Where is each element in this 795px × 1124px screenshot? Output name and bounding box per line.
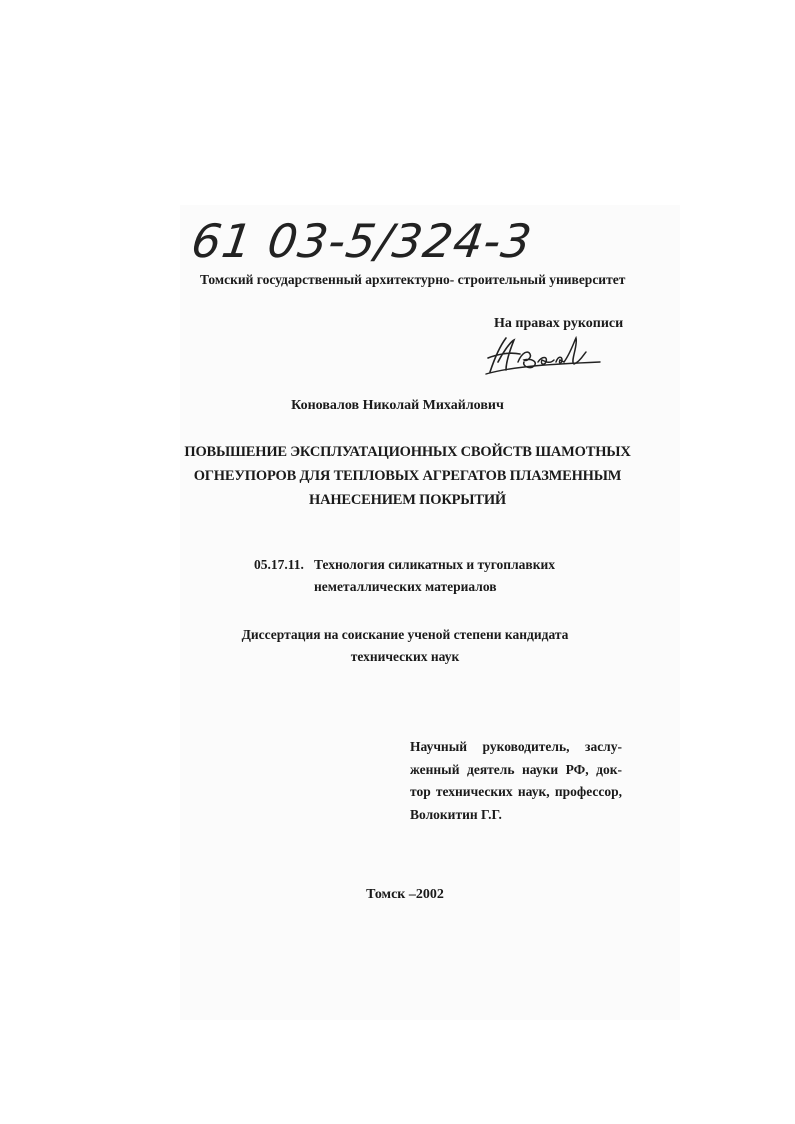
university-name: Томский государственный архитектурно- строительный университет (200, 272, 626, 287)
handwritten-archive-number: 61 03-5/324-3 (188, 214, 536, 268)
author-name: Коновалов Николай Михайлович (291, 398, 504, 413)
signature-icon (484, 332, 604, 382)
dissertation-title (0, 440, 795, 512)
title-line: НАНЕСЕНИЕМ ПОКРЫТИЙ (309, 492, 506, 508)
manuscript-rights-label: На правах рукописи (494, 316, 624, 331)
specialty-block (254, 554, 555, 598)
scientific-advisor (410, 736, 622, 826)
specialty-name-line: Технология силикатных и тугоплавких (314, 557, 555, 572)
degree-line: Диссертация на соискание ученой степени кандидата (241, 627, 569, 642)
degree-line: технических наук (350, 649, 460, 664)
advisor-line: тор технических наук, профессор, (410, 784, 622, 799)
advisor-line: женный деятель науки РФ, док- (410, 761, 622, 777)
city-year: Томск –2002 (366, 887, 444, 902)
specialty-name-line: неметаллических материалов (314, 579, 497, 594)
dissertation-degree (0, 624, 795, 668)
title-line: ОГНЕУПОРОВ ДЛЯ ТЕПЛОВЫХ АГРЕГАТОВ ПЛАЗМЕННЫМ (193, 468, 622, 484)
title-line: ПОВЫШЕНИЕ ЭКСПЛУАТАЦИОННЫХ СВОЙСТВ ШАМОТНЫХ (184, 444, 631, 460)
advisor-name: Волокитин Г.Г. (410, 806, 502, 822)
advisor-line: Научный руководитель, заслу- (410, 739, 622, 754)
specialty-code: 05.17.11. (254, 557, 304, 572)
